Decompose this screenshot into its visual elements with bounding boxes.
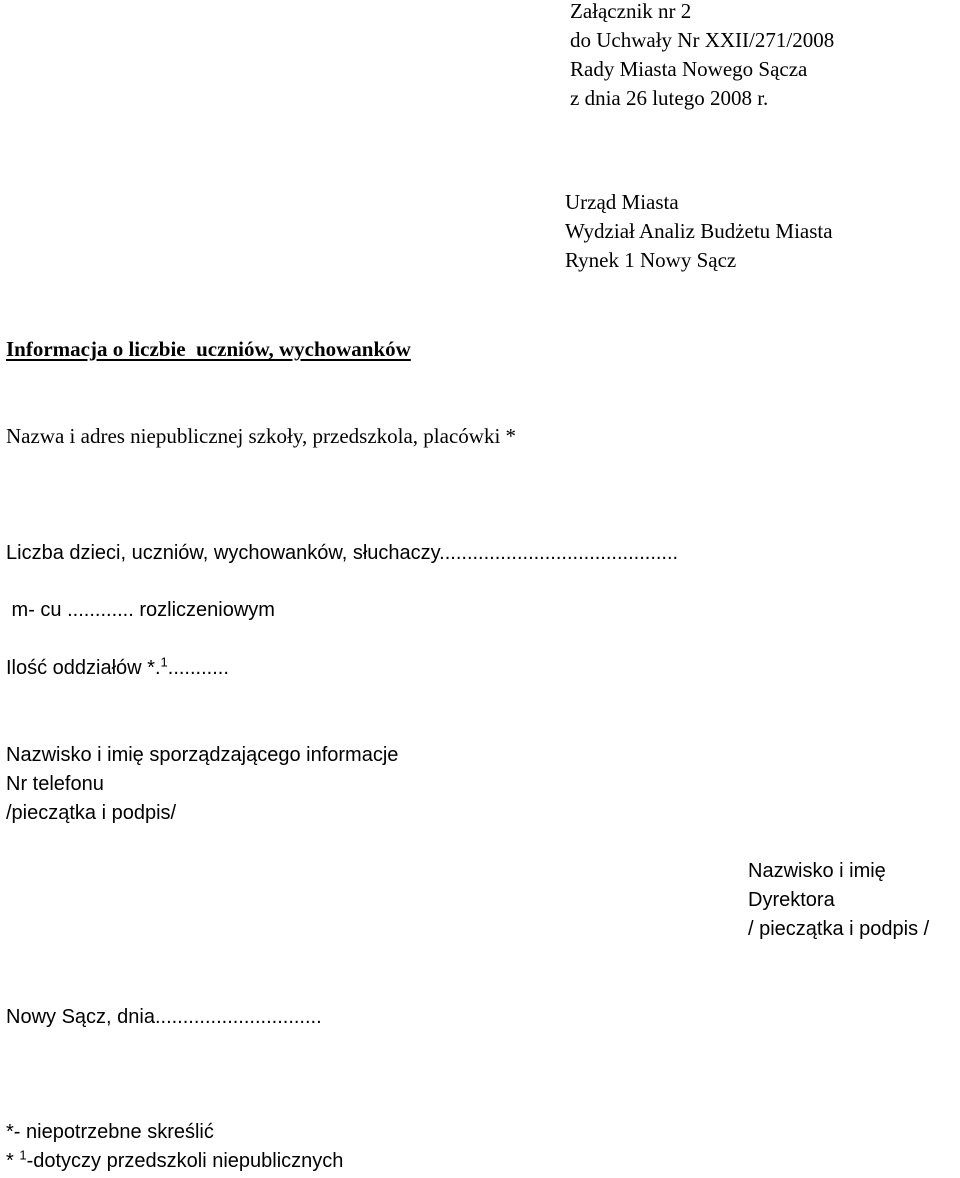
departments-footnote-marker: 1 <box>160 654 168 670</box>
departments-line <box>6 654 229 683</box>
departments-label: Ilość oddziałów *. <box>6 657 161 679</box>
attachment-line-3: Rady Miasta Nowego Sącza <box>570 57 808 81</box>
departments-dots: ........... <box>167 657 229 679</box>
preparer-line-1: Nazwisko i imię sporządzającego informacje <box>6 744 399 766</box>
addressee-line-2: Wydział Analiz Budżetu Miasta <box>565 219 833 243</box>
attachment-line-4: z dnia 26 lutego 2008 r. <box>570 86 769 110</box>
director-line-2: Dyrektora <box>748 889 835 911</box>
preparer-block <box>6 741 398 828</box>
form-title: Informacja o liczbie uczniów, wychowanków <box>6 337 411 361</box>
footnote-2 <box>6 1147 343 1176</box>
footnote-2-prefix: * <box>6 1150 20 1172</box>
footnote-2-text: -dotyczy przedszkoli niepublicznych <box>26 1150 344 1172</box>
addressee-line-3: Rynek 1 Nowy Sącz <box>565 248 737 272</box>
footnote-1: *- niepotrzebne skreślić <box>6 1121 214 1143</box>
place-date-line: Nowy Sącz, dnia.............................. <box>6 1006 322 1028</box>
footnotes <box>6 1118 343 1176</box>
director-block <box>748 857 929 944</box>
attachment-line-2: do Uchwały Nr XXII/271/2008 <box>570 28 835 52</box>
count-label: Liczba dzieci, uczniów, wychowanków, słuchaczy........................................... <box>6 542 679 564</box>
attachment-line-1: Załącznik nr 2 <box>570 0 692 23</box>
director-line-3: / pieczątka i podpis / <box>748 918 930 940</box>
school-name-label: Nazwa i adres niepublicznej szkoły, przedszkola, placówki * <box>6 424 517 448</box>
month-line: m- cu ............ rozliczeniowym <box>6 599 275 621</box>
footnote-2-marker: 1 <box>19 1147 27 1163</box>
addressee-line-1: Urząd Miasta <box>565 190 679 214</box>
preparer-line-2: Nr telefonu <box>6 773 104 795</box>
director-line-1: Nazwisko i imię <box>748 860 886 882</box>
addressee-block <box>565 188 833 275</box>
attachment-note <box>570 0 834 113</box>
preparer-line-3: /pieczątka i podpis/ <box>6 802 177 824</box>
